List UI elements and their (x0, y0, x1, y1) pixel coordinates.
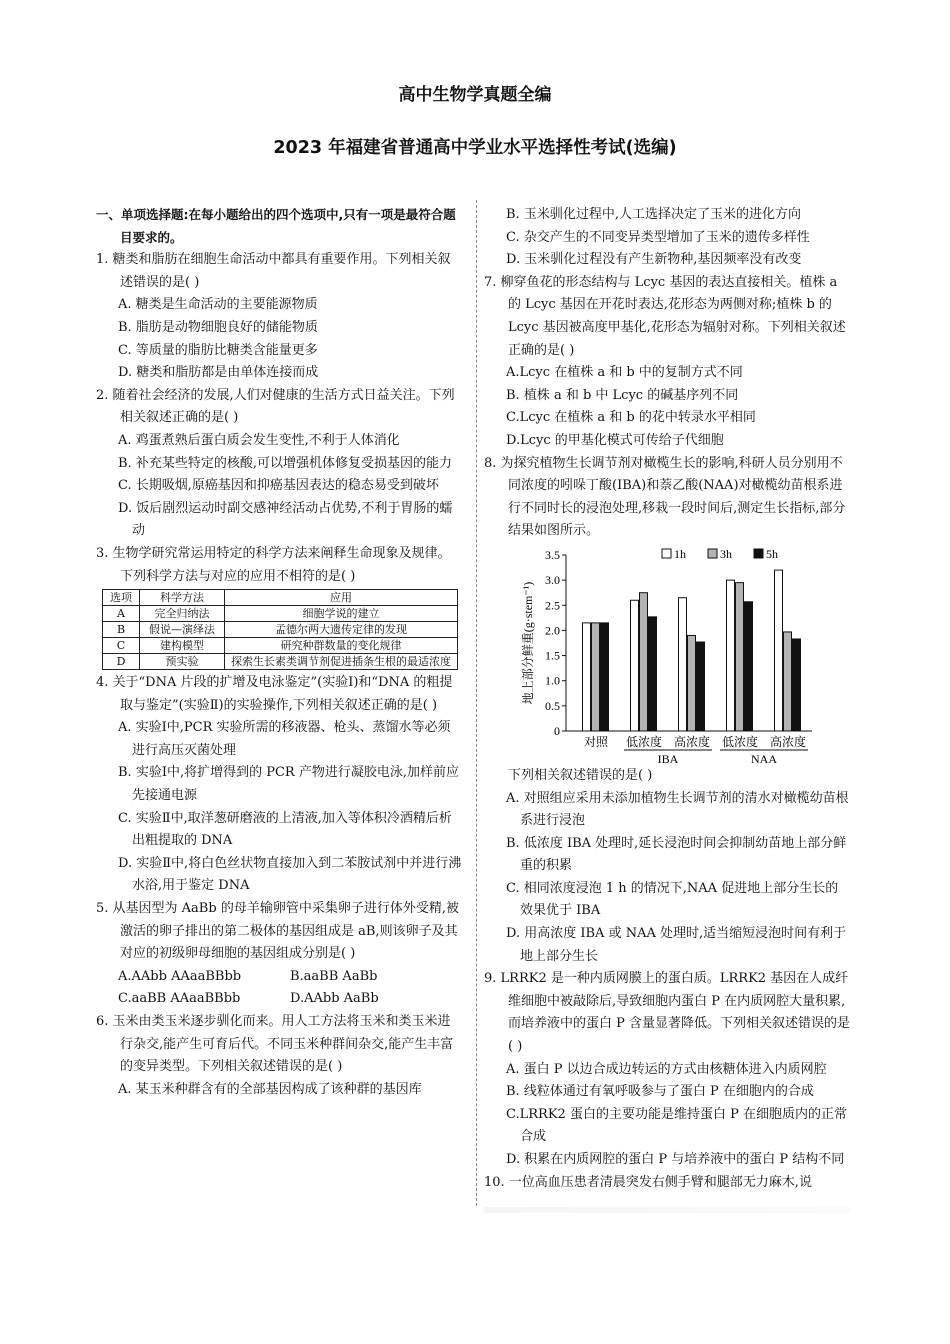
bar-1h (679, 598, 687, 731)
question-4-option-a[interactable]: A. 实验Ⅰ中,PCR 实验所需的移液器、枪头、蒸馏水等必须进行高压灭菌处理 (118, 720, 451, 758)
question-7-option-c[interactable]: C.Lcyc 在植株 a 和 b 的花中转录水平相同 (506, 410, 756, 426)
exam-title: 2023 年福建省普通高中学业水平选择性考试(选编) (273, 138, 677, 158)
question-9-option-a[interactable]: A. 蛋白 P 以边合成边转运的方式由核糖体进入内质网腔 (506, 1061, 827, 1077)
blurred-footer (484, 1207, 850, 1213)
question-2-option-c[interactable]: C. 长期吸烟,原癌基因和抑癌基因表达的稳态易受到破坏 (118, 478, 439, 494)
question-10-stem: 10. 一位高血压患者清晨突发右侧手臂和腿部无力麻木,说 (484, 1174, 812, 1190)
question-5-options-row (96, 966, 462, 989)
bar-3h (592, 623, 600, 731)
question-2-option-a[interactable]: A. 鸡蛋煮熟后蛋白质会发生变性,不利于人体消化 (118, 432, 400, 448)
table-row (103, 622, 458, 638)
bar-3h (784, 632, 792, 731)
question-5-options-row (96, 988, 462, 1011)
table-header-cell: 选项 (103, 590, 140, 606)
table-cell: 探索生长素类调节剂促进插条生根的最适浓度 (225, 654, 458, 670)
question-7-stem: 7. 柳穿鱼花的形态结构与 Lcyc 基因的表达直接相关。植株 a 的 Lcyc 基因在开花时表达,花形态为两侧对称;植株 b 的 Lcyc 基因被高度甲基化,花形态为辐射对称。下列相关叙述正确的是( ) (484, 274, 846, 358)
table-cell: C (103, 638, 140, 654)
bar-3h (688, 635, 696, 731)
right-column (484, 204, 850, 1194)
table-cell: 建构模型 (140, 638, 225, 654)
question-8-option-c[interactable]: C. 相同浓度浸泡 1 h 的情况下,NAA 促进地上部分生长的效果优于 IBA (506, 880, 839, 919)
question-2-option-d[interactable]: D. 饭后剧烈运动时副交感神经活动占优势,不利于胃肠的蠕动 (118, 500, 453, 539)
table-cell: 假说—演绎法 (140, 622, 225, 638)
question-5-option-c[interactable]: C.aaBB AAaaBBbb (118, 991, 241, 1007)
method-table-header (103, 590, 458, 606)
question-9-stem: 9. LRRK2 是一种内质网膜上的蛋白质。LRRK2 基因在人成纤维细胞中被敲除后,导致细胞内蛋白 P 在内质网腔大量积累,而培养液中的蛋白 P 含量显著降低。下列相关叙述错误的是( ) (484, 971, 851, 1055)
legend-label: 5h (766, 546, 778, 561)
bar-5h (649, 617, 657, 731)
table-header-cell: 科学方法 (140, 590, 225, 606)
question-4-option-b[interactable]: B. 实验Ⅰ中,将扩增得到的 PCR 产物进行凝胶电泳,加样前应先接通电源 (118, 765, 459, 804)
question-5-option-a[interactable]: A.AAbb AAaaBBbb (118, 968, 242, 984)
table-cell: 预实验 (140, 654, 225, 670)
question-1-option-c[interactable]: C. 等质量的脂肪比糖类含能量更多 (118, 342, 318, 358)
bar-1h (583, 623, 591, 731)
legend-label: 1h (674, 546, 686, 561)
question-8-option-a[interactable]: A. 对照组应采用未添加植物生长调节剂的清水对橄榄幼苗根系进行浸泡 (506, 790, 849, 829)
table-cell: D (103, 654, 140, 670)
question-6-option-b[interactable]: B. 玉米驯化过程中,人工选择决定了玉米的进化方向 (506, 207, 801, 222)
legend-swatch-1h (662, 549, 671, 558)
question-6-option-a[interactable]: A. 某玉米种群含有的全部基因构成了该种群的基因库 (118, 1081, 422, 1097)
legend-label: 3h (720, 546, 732, 561)
series-title: 高中生物学真题全编 (398, 85, 552, 105)
question-3-stem: 3. 生物学研究常运用特定的科学方法来阐释生命现象及规律。下列科学方法与对应的应用不相符的是( ) (96, 545, 451, 584)
x-tick-label: 对照 (583, 734, 609, 749)
question-7-option-a[interactable]: A.Lcyc 在植株 a 和 b 中的复制方式不同 (506, 365, 743, 381)
y-tick-label: 0 (554, 723, 560, 738)
legend-swatch-5h (754, 549, 763, 558)
y-tick-label: 1.0 (545, 673, 560, 688)
y-axis-label: 地上部分鲜重(g·stem⁻¹) (521, 581, 535, 705)
question-4-option-d[interactable]: D. 实验Ⅱ中,将白色丝状物直接加入到二苯胺试剂中并进行沸水浴,用于鉴定 DNA (118, 855, 462, 894)
question-7-option-b[interactable]: B. 植株 a 和 b 中 Lcyc 的碱基序列不同 (506, 387, 739, 403)
question-5-option-d[interactable]: D.AAbb AaBb (290, 991, 379, 1007)
question-8-stem: 8. 为探究植物生长调节剂对橄榄生长的影响,科研人员分别用不同浓度的吲哚丁酸(IBA)和萘乙酸(NAA)对橄榄幼苗根系进行不同时长的浸泡处理,移栽一段时间后,测定生长指标,部分结果如图所示。 (484, 455, 846, 539)
question-6-stem: 6. 玉米由类玉米逐步驯化而来。用人工方法将玉米和类玉米进行杂交,能产生可育后代。不同玉米种群间杂交,能产生丰富的变异类型。下列相关叙述错误的是( ) (96, 1014, 454, 1075)
x-tick-label: 高浓度 (769, 734, 807, 749)
bar-5h (745, 602, 753, 731)
section-heading: 一、单项选择题:在每小题给出的四个选项中,只有一项是最符合题目要求的。 (96, 207, 456, 245)
method-table (102, 589, 458, 670)
bar-3h (736, 583, 744, 731)
y-tick-label: 2.0 (545, 623, 560, 638)
question-1-option-a[interactable]: A. 糖类是生命活动的主要能源物质 (118, 297, 318, 313)
table-header-cell: 应用 (225, 590, 458, 606)
table-cell: 研究种群数量的变化规律 (225, 638, 458, 654)
y-tick-label: 1.5 (545, 648, 560, 663)
question-8-prompt: 下列相关叙述错误的是( ) (508, 767, 653, 783)
table-cell: A (103, 606, 140, 622)
question-1-option-b[interactable]: B. 脂肪是动物细胞良好的储能物质 (118, 319, 318, 335)
question-2-option-b[interactable]: B. 补充某些特定的核酸,可以增强机体修复受损基因的能力 (118, 455, 452, 471)
table-cell: 细胞学说的建立 (225, 606, 458, 622)
question-1-option-d[interactable]: D. 糖类和脂肪都是由单体连接而成 (118, 365, 319, 381)
question-5-option-b[interactable]: B.aaBB AaBb (290, 968, 378, 984)
table-cell: 完全归纳法 (140, 606, 225, 622)
question-6-option-c[interactable]: C. 杂交产生的不同变异类型增加了玉米的遗传多样性 (506, 229, 810, 245)
y-tick-label: 3.0 (545, 573, 560, 588)
left-column (96, 204, 462, 1101)
question-1-stem: 1. 糖类和脂肪在细胞生命活动中都具有重要作用。下列相关叙述错误的是( ) (96, 252, 451, 290)
y-tick-label: 3.5 (545, 547, 560, 562)
question-6-option-d[interactable]: D. 玉米驯化过程没有产生新物种,基因频率没有改变 (506, 252, 802, 268)
bar-1h (631, 600, 639, 731)
y-tick-label: 0.5 (545, 698, 560, 713)
bar-5h (793, 639, 801, 731)
table-cell: 孟德尔两大遗传定律的发现 (225, 622, 458, 638)
bar-chart (484, 543, 850, 765)
question-4-option-c[interactable]: C. 实验Ⅱ中,取洋葱研磨液的上清液,加入等体积冷酒精后析出粗提取的 DNA (118, 810, 452, 849)
group-label: NAA (751, 751, 777, 765)
table-row (103, 654, 458, 670)
table-row (103, 638, 458, 654)
question-4-stem: 4. 关于“DNA 片段的扩增及电泳鉴定”(实验Ⅰ)和“DNA 的粗提取与鉴定”(实验Ⅱ)的实验操作,下列相关叙述正确的是( ) (96, 675, 453, 713)
question-8-option-d[interactable]: D. 用高浓度 IBA 或 NAA 处理时,适当缩短浸泡时间有利于地上部分生长 (506, 926, 847, 964)
question-2-stem: 2. 随着社会经济的发展,人们对健康的生活方式日益关注。下列相关叙述正确的是( ) (96, 387, 455, 426)
table-cell: B (103, 622, 140, 638)
bar-1h (727, 580, 735, 731)
question-9-option-b[interactable]: B. 线粒体通过有氧呼吸参与了蛋白 P 在细胞内的合成 (506, 1084, 814, 1100)
bar-1h (775, 570, 783, 731)
question-5-stem: 5. 从基因型为 AaBb 的母羊输卵管中采集卵子进行体外受精,被激活的卵子排出的第二极体的基因组成是 aB,则该卵子及其对应的初级卵母细胞的基因组成分别是( ) (96, 901, 459, 962)
x-tick-label: 高浓度 (673, 734, 711, 749)
x-tick-label: 低浓度 (721, 734, 759, 749)
question-9-option-d[interactable]: D. 积累在内质网腔的蛋白 P 与培养液中的蛋白 P 结构不同 (506, 1152, 845, 1167)
bar-5h (697, 642, 705, 731)
legend-swatch-3h (708, 549, 717, 558)
question-8-option-b[interactable]: B. 低浓度 IBA 处理时,延长浸泡时间会抑制幼苗地上部分鲜重的积累 (506, 835, 847, 874)
table-row (103, 606, 458, 622)
bar-chart-svg (484, 543, 850, 765)
x-tick-label: 低浓度 (625, 734, 663, 749)
bar-5h (601, 623, 609, 731)
column-divider (476, 200, 477, 1206)
bar-3h (640, 593, 648, 731)
question-9-option-c[interactable]: C.LRRK2 蛋白的主要功能是维持蛋白 P 在细胞质内的正常合成 (506, 1106, 847, 1145)
question-7-option-d[interactable]: D.Lcyc 的甲基化模式可传给子代细胞 (506, 432, 724, 448)
y-tick-label: 2.5 (545, 598, 560, 613)
group-label: IBA (657, 751, 679, 765)
